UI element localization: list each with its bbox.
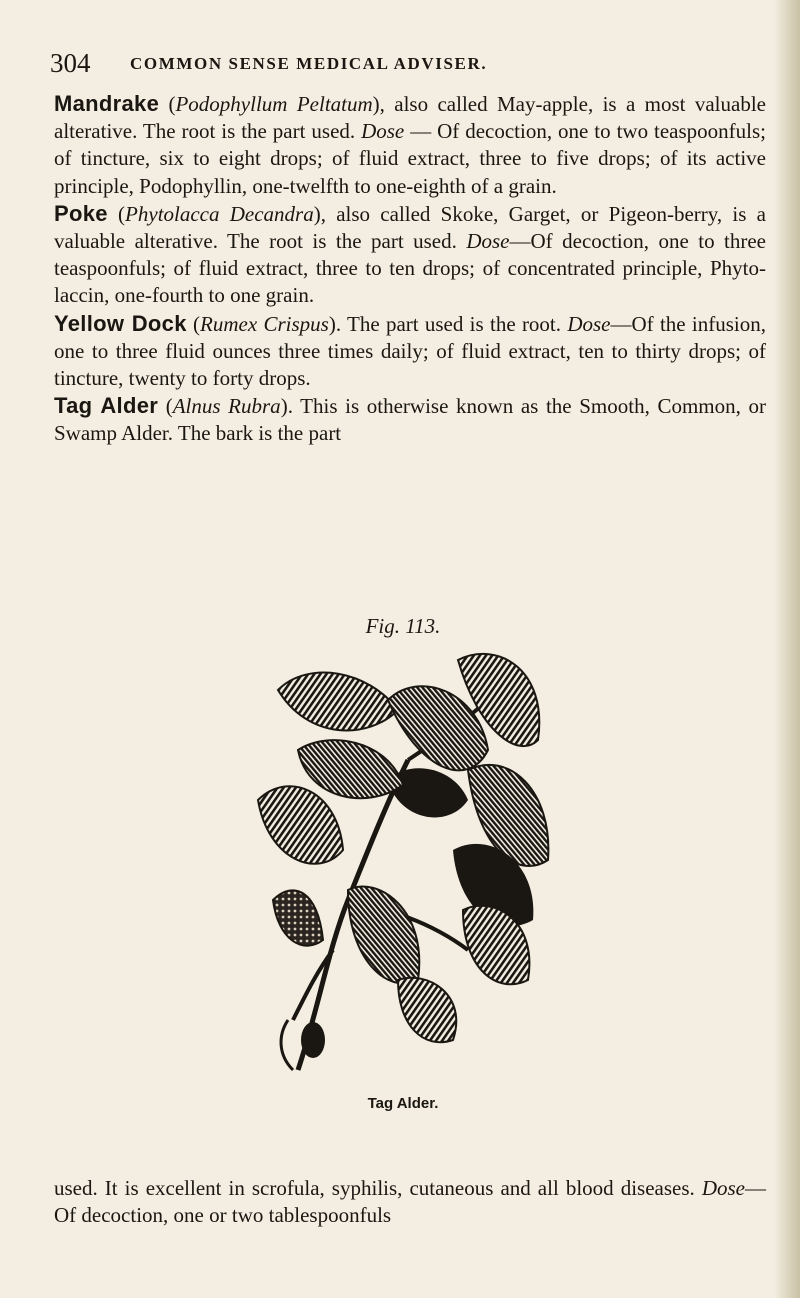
entry-title: Yellow Dock [54,310,187,336]
latin-name: Podophyllum Peltatum [175,92,373,116]
figure-caption: Tag Alder. [367,1095,439,1112]
dose-text: —Of the infusion, one to three fluid ounces three times daily; of fluid extract, ten to thirty drops; of tincture, twenty to forty drops. [54,311,766,391]
running-head: COMMON SENSE MEDICAL ADVISER. [130,54,488,73]
figure-label: Fig. 113. [365,614,441,638]
page-edge-shadow [774,0,800,1298]
page-number: 304 [50,48,91,78]
entry-title: Poke [54,200,108,226]
entry-text: . This is otherwise known as the Smooth, Common, or Swamp Alder. The bark is the part [54,394,766,446]
page-header [50,46,770,80]
dose-text: —Of decoction, one to three teaspoonfuls; of fluid extract, three to ten drops; of concentrated principle, Phyto-laccin, one-fourth to one grain. [54,229,766,308]
entry-title: Mandrake [54,91,160,116]
latin-name: Phytolacca Decandra [125,201,314,226]
continuation-text: used. It is excellent in scrofula, syphilis, cutaneous and all blood diseases. [54,1176,702,1200]
entry-text: , also called Skoke, Garget, or Pigeon-berry, is a valuable alterative. The root is the part used. [54,201,766,254]
tag-alder-illustration [238,650,568,1086]
latin-name: Alnus Rubra [172,394,281,419]
latin-name: Rumex Crispus [200,311,329,336]
entry-continuation [54,1175,766,1229]
dose-label: Dose [567,311,611,336]
dose-label: Dose [361,119,405,144]
dose-text: — Of decoction, one to two teaspoonfuls; of tincture, six to eight drops; of fluid extract, three to five drops; of its active principle, Podophyllin, one-twelfth to one-eighth of a grain. [54,119,766,198]
entry-text: . The part used is the root. [335,311,568,336]
dose-label: Dose [466,229,510,254]
entry-mandrake: Mandrake (Podophyllum Peltatum), also called May-apple, is a most valuable alterative. The root is the part used. Dose — Of decoction, one to two teaspoonfuls; of tincture, six to eight drops; of fluid extract, three to five drops; of its active principle, Podophyllin, one-twelfth to one-eighth of a grain. [54,91,766,198]
dose-text: —Of decoction, one or two tablespoonfuls [54,1176,766,1228]
entry-yellow-dock: Yellow Dock (Rumex Crispus). The part used is the root. Dose—Of the infusion, one to three fluid ounces three times daily; of fluid extract, ten to thirty drops; of tincture, twenty to forty drops. [54,310,766,391]
entry-title: Tag Alder [54,393,159,419]
dose-label: Dose [701,1176,745,1200]
continued-text [54,1175,766,1229]
figure-113 [238,612,568,1172]
entry-text: , also called May-apple, is a most valuable alterative. The root is the part used. [54,92,766,144]
entry-tag-alder: Tag Alder (Alnus Rubra). This is otherwise known as the Smooth, Common, or Swamp Alder. The bark is the part [54,393,766,446]
entry-poke: Poke (Phytolacca Decandra), also called Skoke, Garget, or Pigeon-berry, is a valuable alterative. The root is the part used. Dose—Of decoction, one to three teaspoonfuls; of fluid extract, three to ten drops; of concentrated principle, Phyto-laccin, one-fourth to one grain. [54,200,766,308]
body-text [54,90,766,448]
